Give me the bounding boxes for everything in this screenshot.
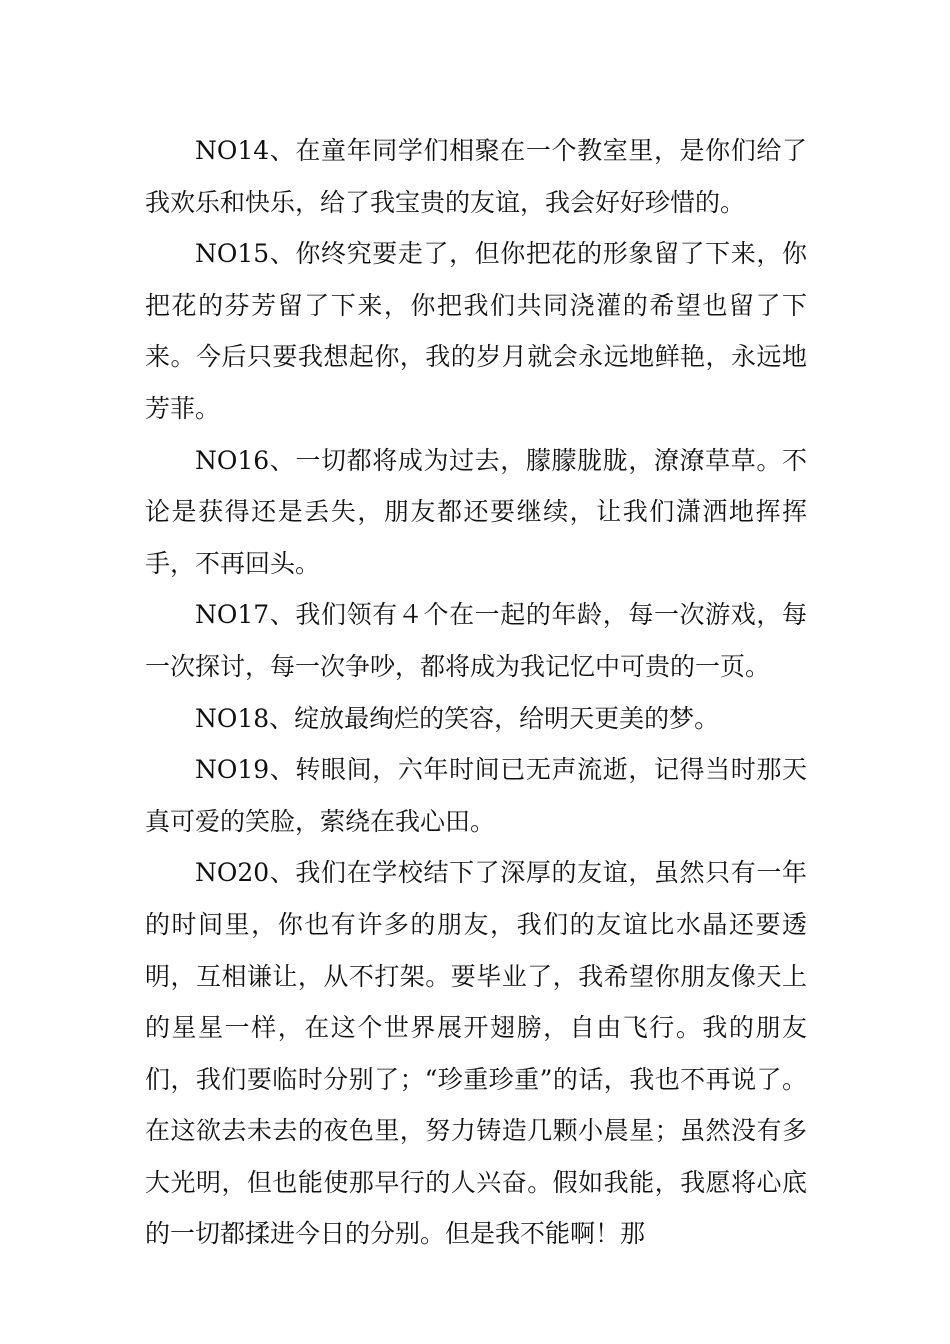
- paragraph-no17: NO17、我们领有４个在一起的年龄，每一次游戏，每一次探讨，每一次争吵，都将成为我记忆中可贵的一页。: [145, 600, 807, 681]
- paragraph-no15: NO15、你终究要走了，但你把花的形象留了下来，你把花的芬芳留了下来，你把我们共同浇灌的希望也留了下来。今后只要我想起你，我的岁月就会永远地鲜艳，永远地芳菲。: [145, 239, 807, 423]
- paragraph-no16: NO16、一切都将成为过去，朦朦胧胧，潦潦草草。不论是获得还是丢失，朋友都还要继续，让我们潇洒地挥挥手，不再回头。: [145, 445, 807, 578]
- document-body: [145, 125, 807, 1260]
- paragraph-no14: NO14、在童年同学们相聚在一个教室里，是你们给了我欢乐和快乐，给了我宝贵的友谊，我会好好珍惜的。: [145, 136, 807, 217]
- paragraph-no19: NO19、转眼间，六年时间已无声流逝，记得当时那天真可爱的笑脸，萦绕在我心田。: [145, 755, 807, 836]
- paragraph-no20: NO20、我们在学校结下了深厚的友谊，虽然只有一年的时间里，你也有许多的朋友，我们的友谊比水晶还要透明，互相谦让，从不打架。要毕业了，我希望你朋友像天上的星星一样，在这个世界展开翅膀，自由飞行。我的朋友们，我们要临时分别了；“珍重珍重”的话，我也不再说了。在这欲去未去的夜色里，努力铸造几颗小晨星；虽然没有多大光明，但也能使那早行的人兴奋。假如我能，我愿将心底的一切都揉进今日的分别。但是我不能啊！那: [145, 858, 807, 1249]
- paragraph-no18: NO18、绽放最绚烂的笑容，给明天更美的梦。: [195, 703, 720, 733]
